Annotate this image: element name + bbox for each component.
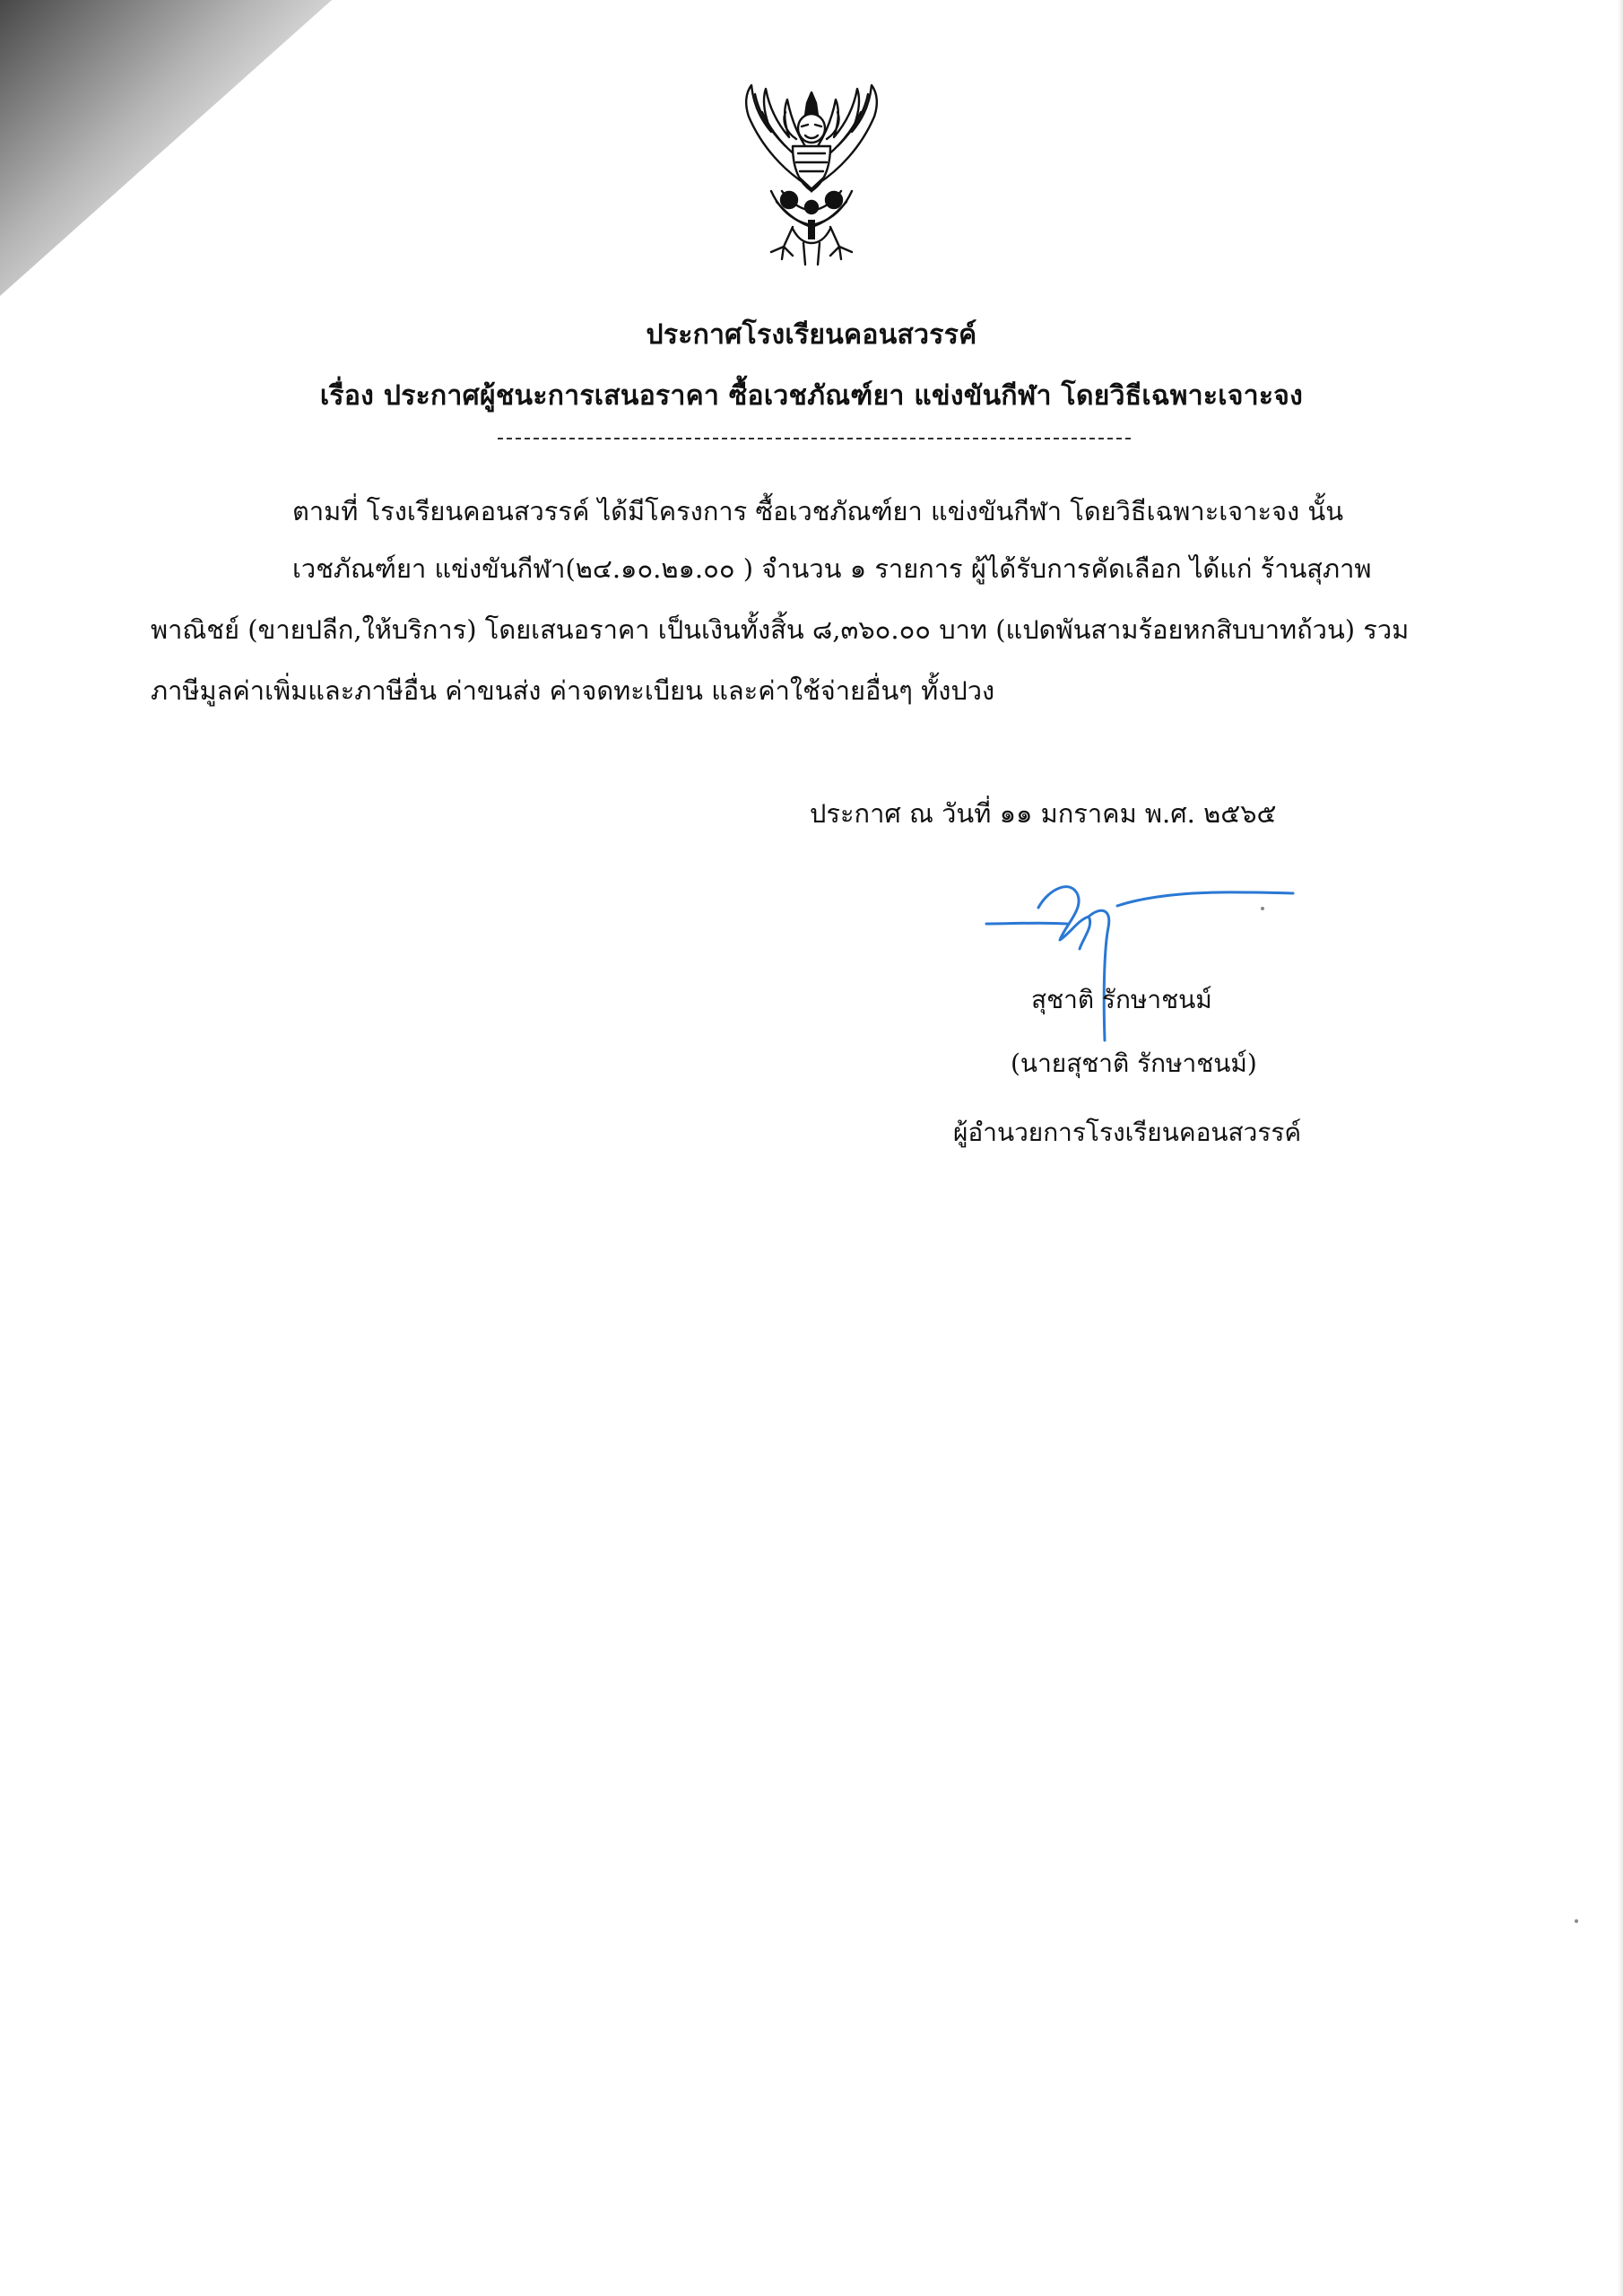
body-line: พาณิชย์ (ขายปลีก,ให้บริการ) โดยเสนอราคา เป็นเงินทั้งสิ้น ๘,๓๖๐.๐๐ บาท (แปดพันสามร้อยหกสิบบาทถ้วน) รวม <box>151 614 1410 645</box>
garuda-emblem-icon <box>699 76 924 300</box>
folded-corner <box>0 0 332 296</box>
announcement-date: ประกาศ ณ วันที่ ๑๑ มกราคม พ.ศ. ๒๕๖๕ <box>810 798 1277 829</box>
signer-name: สุชาติ รักษาชนม์ <box>1031 985 1212 1014</box>
signer-position: ผู้อำนวยการโรงเรียนคอนสวรรค์ <box>953 1118 1302 1147</box>
body-line: ตามที่ โรงเรียนคอนสวรรค์ ได้มีโครงการ ซื้อเวชภัณฑ์ยา แข่งขันกีฬา โดยวิธีเฉพาะเจาะจง นั้น <box>292 496 1344 526</box>
divider <box>498 438 1131 439</box>
announcement-subject: เรื่อง ประกาศผู้ชนะการเสนอราคา ซื้อเวชภัณฑ์ยา แข่งขันกีฬา โดยวิธีเฉพาะเจาะจง <box>319 380 1304 412</box>
scan-speck <box>1575 1919 1578 1923</box>
body-line: ภาษีมูลค่าเพิ่มและภาษีอื่น ค่าขนส่ง ค่าจดทะเบียน และค่าใช้จ่ายอื่นๆ ทั้งปวง <box>151 675 995 706</box>
handwritten-signature <box>977 852 1300 1049</box>
scan-speck <box>1261 907 1264 910</box>
announcement-title: ประกาศโรงเรียนคอนสวรรค์ <box>646 319 977 351</box>
body-line: เวชภัณฑ์ยา แข่งขันกีฬา(๒๔.๑๐.๒๑.๐๐ ) จำนวน ๑ รายการ ผู้ได้รับการคัดเลือก ได้แก่ ร้านสุภาพ <box>292 553 1372 584</box>
signer-full-name: (นายสุชาติ รักษาชนม์) <box>1011 1048 1257 1078</box>
